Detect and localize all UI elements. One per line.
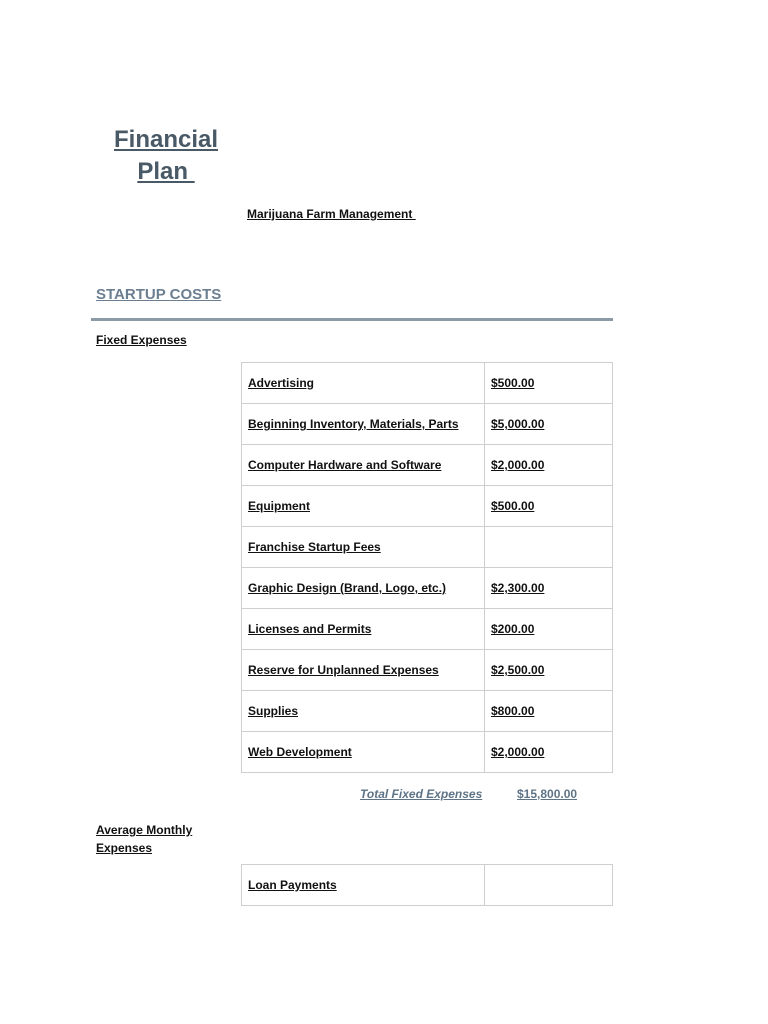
expense-amount: $2,000.00	[485, 445, 613, 486]
expense-amount: $2,000.00	[485, 732, 613, 773]
expense-amount: $2,500.00	[485, 650, 613, 691]
expense-amount: $500.00	[485, 486, 613, 527]
table-row	[242, 404, 613, 445]
document-subtitle: Marijuana Farm Management	[247, 207, 416, 221]
monthly-expenses-table	[241, 864, 613, 906]
expense-item: Web Development	[242, 732, 485, 773]
expense-amount: $5,000.00	[485, 404, 613, 445]
expense-item: Beginning Inventory, Materials, Parts	[242, 404, 485, 445]
expense-amount	[485, 527, 613, 568]
expense-amount: $200.00	[485, 609, 613, 650]
fixed-expenses-label: Fixed Expenses	[96, 333, 187, 347]
table-row	[242, 363, 613, 404]
expense-amount: $800.00	[485, 691, 613, 732]
table-row	[242, 527, 613, 568]
table-row	[242, 486, 613, 527]
expense-item: Franchise Startup Fees	[242, 527, 485, 568]
table-row	[242, 732, 613, 773]
average-monthly-expenses-label: Average Monthly Expenses	[96, 823, 193, 855]
expense-item: Supplies	[242, 691, 485, 732]
expense-item: Licenses and Permits	[242, 609, 485, 650]
expense-amount: $2,300.00	[485, 568, 613, 609]
expense-item: Advertising	[242, 363, 485, 404]
table-row	[242, 609, 613, 650]
table-row	[242, 691, 613, 732]
title-line-1: Financial	[113, 126, 219, 153]
expense-item: Reserve for Unplanned Expenses	[242, 650, 485, 691]
total-fixed-expenses-value: $15,800.00	[517, 787, 578, 801]
expense-amount: $500.00	[485, 363, 613, 404]
title-line-2: Plan	[137, 158, 195, 185]
document-title	[110, 124, 222, 188]
expense-item: Equipment	[242, 486, 485, 527]
table-row	[242, 445, 613, 486]
expense-item: Loan Payments	[242, 865, 485, 906]
expense-amount	[485, 865, 613, 906]
table-row	[242, 650, 613, 691]
expense-item: Computer Hardware and Software	[242, 445, 485, 486]
table-row	[242, 568, 613, 609]
section-heading-startup-costs: STARTUP COSTS	[96, 286, 222, 303]
table-row	[242, 865, 613, 906]
fixed-expenses-table	[241, 362, 613, 773]
section-divider	[91, 318, 613, 321]
total-fixed-expenses-label: Total Fixed Expenses	[360, 787, 483, 801]
expense-item: Graphic Design (Brand, Logo, etc.)	[242, 568, 485, 609]
